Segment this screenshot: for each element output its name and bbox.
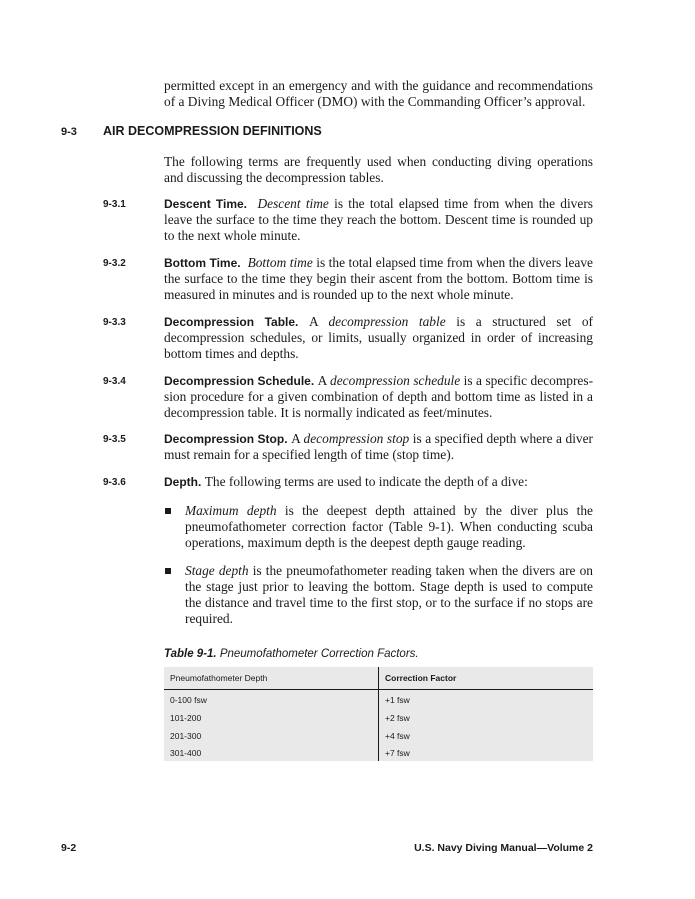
section-title: AIR DECOMPRESSION DEFINITIONS [103,124,322,138]
table-caption [164,648,419,660]
definition-lead: A [317,373,331,388]
page-number: 9-2 [61,842,77,854]
definition-term: Descent Time. [164,197,248,211]
table-header-depth: Pneumofathometer Depth [170,673,268,683]
definition-bottom-time [164,255,593,303]
definition-number: 9-3.6 [103,477,126,488]
table-cell: +2 fsw [385,713,410,723]
definition-number: 9-3.1 [103,199,126,210]
table-caption-label: Table 9-1. [164,648,217,660]
section-number: 9-3 [61,126,77,138]
definition-italic: Descent time [257,196,329,211]
definition-term: Decompression Table. [164,315,299,329]
definition-term: Decompression Stop. [164,432,288,446]
table-caption-text: Pneumofathometer Correction Factors. [219,648,419,660]
definition-text: is a specific decompression procedure for a given combination of depth and bottom time as listed in a decompression table. It is normally indicated as feet/minutes. [164,373,594,420]
table-cell: +7 fsw [385,748,410,758]
table-cell: 0-100 fsw [170,695,207,705]
table-cell: 201-300 [170,731,202,741]
bullet-stage-depth [185,563,593,627]
definition-number: 9-3.4 [103,376,126,387]
definition-number: 9-3.2 [103,258,126,269]
continuation-paragraph: permitted except in an emergency and with the guidance and recommendations of a Diving Medical Officer (DMO) with the Commanding Officer’s approval. [164,78,593,109]
bullet-icon [165,508,171,514]
definition-text: is the total elapsed time from when the divers leave the surface to the time they reach the bottom. Descent time is rounded up to the next whole minute. [164,196,593,243]
definition-text: is a structured set of decompression schedules, or limits, usually organized in order of increasing bottom times and depths. [164,314,593,361]
definition-term: Decompression Schedule. [164,374,315,388]
bullet-text: is the deepest depth attained by the diver plus the pneumofathometer correction factor (Table 9-1). When conducting scuba operations, maximum depth is the deepest depth gauge reading. [185,503,593,550]
definition-text: The following terms are used to indicate the depth of a dive: [204,474,528,489]
correction-factor-table [164,667,593,761]
definition-text: is a specified depth where a diver must remain for a specified length of time (stop time). [164,431,594,462]
definition-depth [164,474,593,490]
definition-italic: decompression stop [303,431,410,446]
bullet-italic: Maximum depth [185,503,277,518]
bullet-maximum-depth [185,503,593,551]
table-header-correction: Correction Factor [385,673,457,683]
definition-italic: decompression schedule [330,373,461,388]
definition-number: 9-3.3 [103,317,126,328]
section-intro: The following terms are frequently used when conducting diving operations and discussing the decompression tables. [164,154,593,185]
table-cell: 301-400 [170,748,202,758]
definition-decompression-schedule [164,373,593,421]
definition-italic: Bottom time [247,255,313,270]
bullet-icon [165,568,171,574]
bullet-text: is the pneumofathometer reading taken when the divers are on the stage just prior to leaving the bottom. Stage depth is used to compute the distance and travel time to the first stop, or to the surface if no stops are required. [185,563,593,626]
definition-lead: A [308,314,329,329]
table-cell: 101-200 [170,713,202,723]
definition-decompression-table [164,314,593,362]
definition-term: Depth. [164,475,202,489]
definition-number: 9-3.5 [103,434,126,445]
manual-title: U.S. Navy Diving Manual—Volume 2 [414,842,593,854]
definition-italic: decompression table [328,314,446,329]
table-column-divider [378,667,379,761]
definition-descent-time [164,196,593,244]
definition-text: is the total elapsed time from when the divers leave the surface to the time they begin their ascent from the bottom. Bottom time is measured in minutes and is rounded up to the next whole minute. [164,255,593,302]
definition-decompression-stop [164,431,593,463]
definition-lead: A [291,431,304,446]
table-cell: +4 fsw [385,731,410,741]
bullet-italic: Stage depth [185,563,249,578]
definition-term: Bottom Time. [164,256,241,270]
table-cell: +1 fsw [385,695,410,705]
